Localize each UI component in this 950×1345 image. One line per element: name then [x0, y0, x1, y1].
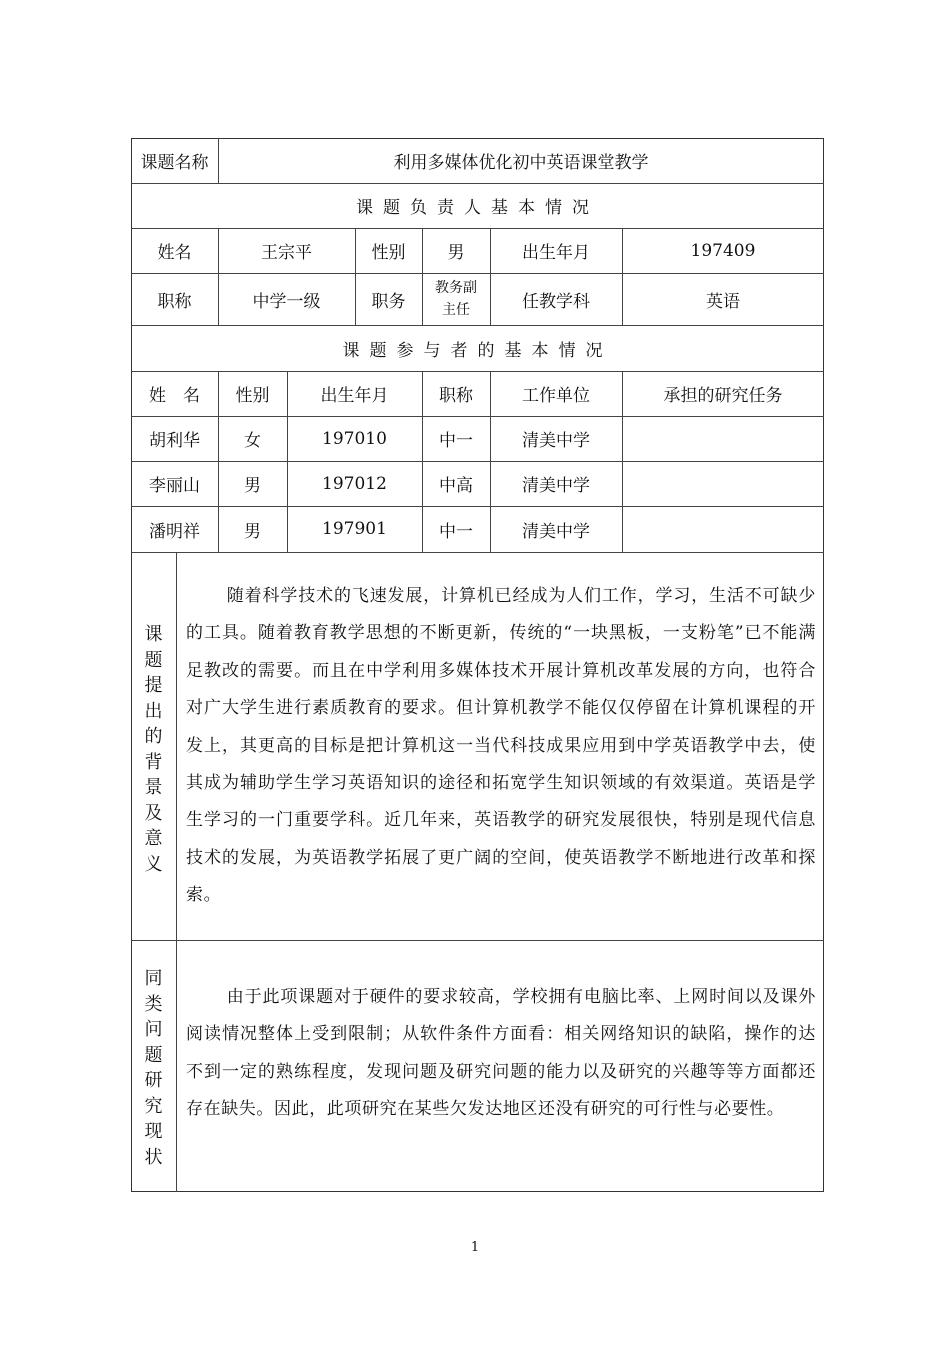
- leader-birth-value: 197409: [690, 240, 756, 261]
- leader-position-value-line1: 教务副: [435, 280, 477, 296]
- participants-header-task: 承担的研究任务: [663, 386, 783, 406]
- participant-task: [622, 461, 824, 506]
- leader-birth-label: 出生年月: [522, 243, 590, 263]
- status-label-char: 究: [144, 1095, 163, 1117]
- leader-gender-value: 男: [447, 243, 465, 263]
- participants-header-gender: 性别: [235, 386, 270, 406]
- background-label-char: 义: [144, 853, 163, 875]
- participants-header-title: 职称: [439, 386, 473, 406]
- status-label-char: 问: [144, 1019, 163, 1040]
- participant-gender: 男: [244, 476, 261, 496]
- participant-unit: 清美中学: [522, 476, 590, 496]
- background-label-char: 的: [144, 726, 163, 747]
- status-label: [131, 966, 176, 1170]
- leader-subject-value: 英语: [706, 291, 740, 312]
- participant-unit: 清美中学: [522, 521, 590, 542]
- participant-unit: 清美中学: [522, 431, 590, 451]
- leader-name-value: 王宗平: [261, 243, 312, 263]
- topic-value: 利用多媒体优化初中英语课堂教学: [393, 153, 649, 173]
- status-label-char: 状: [144, 1146, 163, 1168]
- participants-header-name: 姓 名: [149, 386, 200, 406]
- participant-title: 中一: [439, 521, 473, 542]
- status-label-char: 同: [144, 968, 163, 989]
- participant-gender: 女: [244, 431, 261, 451]
- participant-title: 中一: [439, 431, 473, 451]
- background-label-char: 景: [144, 777, 163, 798]
- background-label-char: 提: [144, 675, 163, 696]
- page-number: 1: [470, 1240, 480, 1255]
- col-divider: [176, 552, 177, 1192]
- participant-gender: 男: [244, 521, 261, 542]
- background-label-char: 意: [144, 828, 163, 849]
- participant-birth: 197901: [322, 519, 387, 539]
- status-label-char: 现: [144, 1121, 163, 1142]
- row-divider: [131, 552, 824, 553]
- participants-section-title: 课题参与者的基本情况: [342, 340, 613, 361]
- leader-section-title: 课题负责人基本情况: [356, 198, 599, 218]
- background-label: [131, 622, 176, 877]
- participant-name: 潘明祥: [149, 521, 200, 542]
- status-label-char: 类: [144, 993, 163, 1015]
- participant-birth: 197012: [322, 473, 387, 494]
- leader-position-label: 职务: [371, 291, 406, 312]
- leader-title-label: 职称: [157, 291, 192, 312]
- leader-subject-label: 任教学科: [522, 291, 590, 312]
- status-label-char: 研: [144, 1070, 163, 1091]
- status-paragraph: 由于此项课题对于硬件的要求较高，学校拥有电脑比率、上网时间以及课外阅读情况整体上受到限制；从软件条件方面看：相关网络知识的缺陷，操作的达不到一定的熟练程度，发现问题及研究问题的能力以及研究的兴趣等等方面都还存在缺失。因此，此项研究在某些欠发达地区还没有研究的可行性与必要性。: [186, 987, 816, 1120]
- background-label-char: 背: [144, 751, 163, 773]
- leader-gender-label: 性别: [371, 243, 406, 263]
- background-label-char: 出: [144, 700, 163, 722]
- participant-task: [622, 416, 824, 461]
- participant-name: 李丽山: [149, 476, 200, 496]
- row-divider: [131, 940, 824, 941]
- leader-name-label: 姓名: [157, 243, 192, 263]
- topic-label: 课题名称: [140, 153, 209, 173]
- participants-header-unit: 工作单位: [522, 386, 590, 406]
- participant-title: 中高: [439, 476, 473, 496]
- background-label-char: 题: [144, 649, 163, 671]
- participant-task: [622, 506, 824, 552]
- participant-birth: 197010: [322, 428, 387, 449]
- participants-header-birth: 出生年月: [320, 386, 389, 406]
- leader-title-value: 中学一级: [252, 291, 321, 312]
- leader-position-value-line2: 主任: [442, 302, 470, 318]
- background-label-char: 课: [144, 624, 163, 645]
- status-label-char: 题: [144, 1044, 163, 1066]
- participant-name: 胡利华: [149, 431, 200, 451]
- leader-position-value: [422, 273, 490, 325]
- background-label-char: 及: [144, 802, 163, 824]
- background-paragraph: 随着科学技术的飞速发展，计算机已经成为人们工作，学习，生活不可缺少的工具。随着教育教学思想的不断更新，传统的“一块黑板，一支粉笔”已不能满足教改的需要。而且在中学利用多媒体技术开展计算机改革发展的方向，也符合对广大学生进行素质教育的要求。但计算机教学不能仅仅停留在计算机课程的开发上，其更高的目标是把计算机这一当代科技成果应用到中学英语教学中去，使其成为辅助学生学习英语知识的途径和拓宽学生知识领域的有效渠道。英语是学生学习的一门重要学科。近几年来，英语教学的研究发展很快，特别是现代信息技术的发展，为英语教学拓展了更广阔的空间，使英语教学不断地进行改革和探索。: [186, 586, 816, 906]
